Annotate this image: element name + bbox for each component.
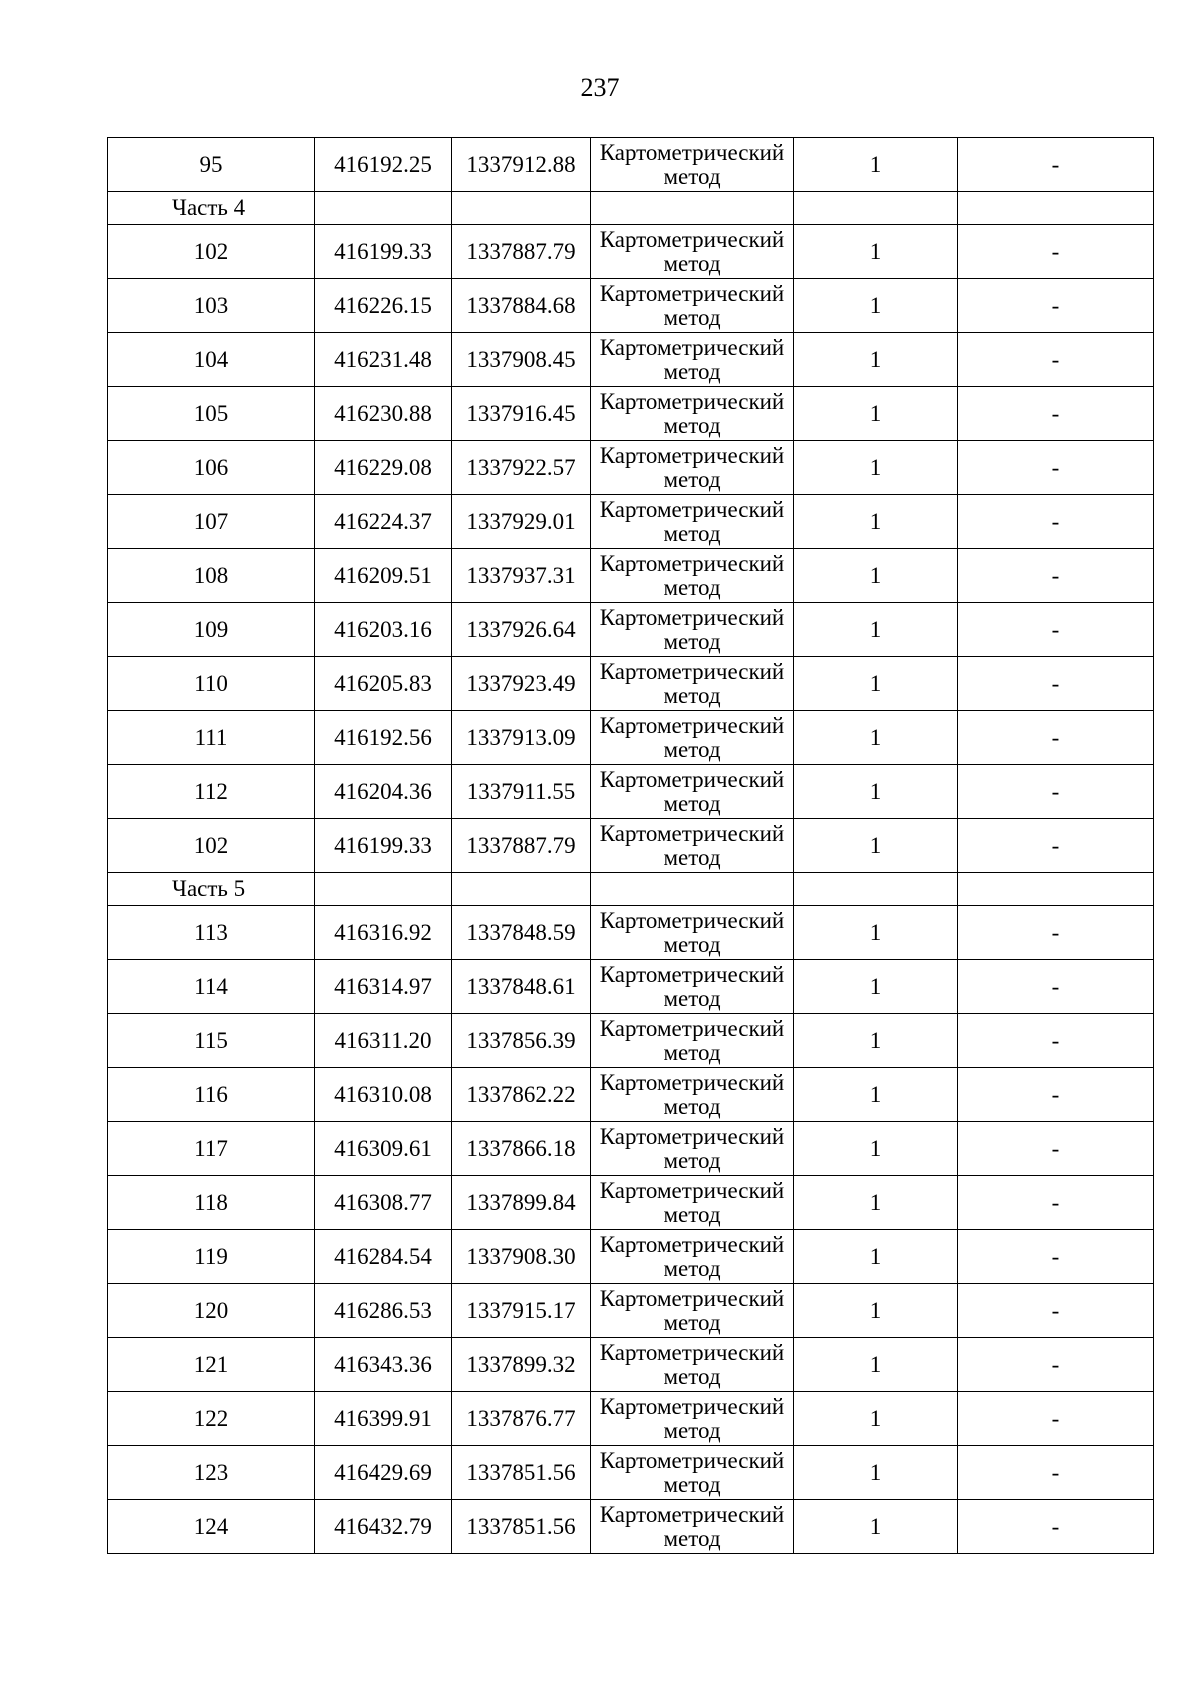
note-cell: - — [958, 1392, 1154, 1446]
table-row — [108, 1446, 1154, 1500]
empty-cell — [452, 873, 591, 906]
method-line-2: метод — [663, 1255, 721, 1281]
method-line-1: Картометрический — [599, 820, 785, 846]
table-row — [108, 387, 1154, 441]
method-cell — [591, 495, 794, 549]
method-cell — [591, 1284, 794, 1338]
point-number-cell: 102 — [108, 225, 315, 279]
method-line-2: метод — [663, 1201, 721, 1227]
note-cell: - — [958, 657, 1154, 711]
accuracy-cell: 1 — [794, 960, 958, 1014]
method-cell — [591, 603, 794, 657]
y-coordinate-cell: 1337913.09 — [452, 711, 591, 765]
point-number-cell: 112 — [108, 765, 315, 819]
method-line-2: метод — [663, 1093, 721, 1119]
note-cell: - — [958, 1230, 1154, 1284]
y-coordinate-cell: 1337911.55 — [452, 765, 591, 819]
method-line-2: метод — [663, 163, 721, 189]
accuracy-cell: 1 — [794, 495, 958, 549]
method-cell — [591, 549, 794, 603]
note-cell: - — [958, 495, 1154, 549]
y-coordinate-cell: 1337851.56 — [452, 1500, 591, 1554]
table-row — [108, 138, 1154, 192]
x-coordinate-cell: 416286.53 — [315, 1284, 452, 1338]
method-line-1: Картометрический — [599, 1501, 785, 1527]
table-row — [108, 711, 1154, 765]
x-coordinate-cell: 416226.15 — [315, 279, 452, 333]
accuracy-cell: 1 — [794, 279, 958, 333]
method-line-1: Картометрический — [599, 1339, 785, 1365]
table-row — [108, 1068, 1154, 1122]
method-line-1: Картометрический — [599, 226, 785, 252]
empty-cell — [958, 873, 1154, 906]
method-line-1: Картометрический — [599, 604, 785, 630]
note-cell: - — [958, 1338, 1154, 1392]
note-cell: - — [958, 765, 1154, 819]
accuracy-cell: 1 — [794, 225, 958, 279]
method-cell — [591, 387, 794, 441]
method-cell — [591, 441, 794, 495]
empty-cell — [315, 192, 452, 225]
method-cell — [591, 1392, 794, 1446]
table-row — [108, 960, 1154, 1014]
method-line-2: метод — [663, 790, 721, 816]
empty-cell — [591, 873, 794, 906]
point-number-cell: 105 — [108, 387, 315, 441]
table-row — [108, 1122, 1154, 1176]
note-cell: - — [958, 960, 1154, 1014]
y-coordinate-cell: 1337916.45 — [452, 387, 591, 441]
note-cell: - — [958, 1284, 1154, 1338]
accuracy-cell: 1 — [794, 1446, 958, 1500]
method-line-2: метод — [663, 985, 721, 1011]
y-coordinate-cell: 1337866.18 — [452, 1122, 591, 1176]
y-coordinate-cell: 1337856.39 — [452, 1014, 591, 1068]
point-number-cell: 111 — [108, 711, 315, 765]
method-line-2: метод — [663, 1363, 721, 1389]
method-line-1: Картометрический — [599, 1285, 785, 1311]
method-cell — [591, 657, 794, 711]
x-coordinate-cell: 416316.92 — [315, 906, 452, 960]
point-number-cell: 113 — [108, 906, 315, 960]
point-number-cell: 116 — [108, 1068, 315, 1122]
empty-cell — [315, 873, 452, 906]
point-number-cell: 121 — [108, 1338, 315, 1392]
table-row — [108, 1230, 1154, 1284]
table-row — [108, 765, 1154, 819]
empty-cell — [958, 192, 1154, 225]
method-line-2: метод — [663, 1039, 721, 1065]
y-coordinate-cell: 1337937.31 — [452, 549, 591, 603]
accuracy-cell: 1 — [794, 1068, 958, 1122]
note-cell: - — [958, 549, 1154, 603]
method-line-2: метод — [663, 466, 721, 492]
section-row — [108, 873, 1154, 906]
y-coordinate-cell: 1337899.84 — [452, 1176, 591, 1230]
note-cell: - — [958, 1122, 1154, 1176]
accuracy-cell: 1 — [794, 1284, 958, 1338]
method-line-2: метод — [663, 1525, 721, 1551]
method-cell — [591, 1230, 794, 1284]
x-coordinate-cell: 416399.91 — [315, 1392, 452, 1446]
x-coordinate-cell: 416310.08 — [315, 1068, 452, 1122]
x-coordinate-cell: 416343.36 — [315, 1338, 452, 1392]
method-line-1: Картометрический — [599, 442, 785, 468]
point-number-cell: 103 — [108, 279, 315, 333]
note-cell: - — [958, 333, 1154, 387]
coordinates-table-body — [108, 138, 1154, 1554]
x-coordinate-cell: 416284.54 — [315, 1230, 452, 1284]
x-coordinate-cell: 416205.83 — [315, 657, 452, 711]
x-coordinate-cell: 416231.48 — [315, 333, 452, 387]
method-line-1: Картометрический — [599, 496, 785, 522]
table-row — [108, 906, 1154, 960]
method-cell — [591, 819, 794, 873]
method-cell — [591, 1176, 794, 1230]
x-coordinate-cell: 416314.97 — [315, 960, 452, 1014]
method-line-1: Картометрический — [599, 550, 785, 576]
accuracy-cell: 1 — [794, 387, 958, 441]
note-cell: - — [958, 1014, 1154, 1068]
point-number-cell: 115 — [108, 1014, 315, 1068]
y-coordinate-cell: 1337922.57 — [452, 441, 591, 495]
y-coordinate-cell: 1337887.79 — [452, 225, 591, 279]
accuracy-cell: 1 — [794, 1014, 958, 1068]
table-row — [108, 1392, 1154, 1446]
note-cell: - — [958, 138, 1154, 192]
x-coordinate-cell: 416192.25 — [315, 138, 452, 192]
accuracy-cell: 1 — [794, 549, 958, 603]
point-number-cell: 110 — [108, 657, 315, 711]
x-coordinate-cell: 416432.79 — [315, 1500, 452, 1554]
method-line-1: Картометрический — [599, 1231, 785, 1257]
method-line-1: Картометрический — [599, 139, 785, 165]
note-cell: - — [958, 711, 1154, 765]
point-number-cell: 120 — [108, 1284, 315, 1338]
method-line-1: Картометрический — [599, 1069, 785, 1095]
method-cell — [591, 906, 794, 960]
accuracy-cell: 1 — [794, 138, 958, 192]
accuracy-cell: 1 — [794, 1122, 958, 1176]
method-line-1: Картометрический — [599, 280, 785, 306]
method-cell — [591, 1338, 794, 1392]
point-number-cell: 118 — [108, 1176, 315, 1230]
y-coordinate-cell: 1337862.22 — [452, 1068, 591, 1122]
point-number-cell: 106 — [108, 441, 315, 495]
method-line-2: метод — [663, 844, 721, 870]
method-cell — [591, 1014, 794, 1068]
accuracy-cell: 1 — [794, 441, 958, 495]
method-line-2: метод — [663, 1471, 721, 1497]
x-coordinate-cell: 416204.36 — [315, 765, 452, 819]
table-row — [108, 1014, 1154, 1068]
table-row — [108, 657, 1154, 711]
empty-cell — [452, 192, 591, 225]
section-label: Часть 5 — [108, 873, 315, 906]
note-cell: - — [958, 906, 1154, 960]
table-row — [108, 441, 1154, 495]
method-line-1: Картометрический — [599, 388, 785, 414]
x-coordinate-cell: 416224.37 — [315, 495, 452, 549]
method-line-1: Картометрический — [599, 1123, 785, 1149]
method-cell — [591, 711, 794, 765]
accuracy-cell: 1 — [794, 711, 958, 765]
point-number-cell: 124 — [108, 1500, 315, 1554]
note-cell: - — [958, 1500, 1154, 1554]
y-coordinate-cell: 1337929.01 — [452, 495, 591, 549]
method-line-2: метод — [663, 358, 721, 384]
x-coordinate-cell: 416311.20 — [315, 1014, 452, 1068]
y-coordinate-cell: 1337908.30 — [452, 1230, 591, 1284]
method-cell — [591, 1500, 794, 1554]
method-line-2: метод — [663, 736, 721, 762]
note-cell: - — [958, 819, 1154, 873]
method-line-1: Картометрический — [599, 658, 785, 684]
method-cell — [591, 225, 794, 279]
point-number-cell: 102 — [108, 819, 315, 873]
accuracy-cell: 1 — [794, 765, 958, 819]
point-number-cell: 123 — [108, 1446, 315, 1500]
method-cell — [591, 279, 794, 333]
note-cell: - — [958, 441, 1154, 495]
x-coordinate-cell: 416199.33 — [315, 819, 452, 873]
note-cell: - — [958, 387, 1154, 441]
table-row — [108, 1284, 1154, 1338]
method-line-1: Картометрический — [599, 907, 785, 933]
table-row — [108, 495, 1154, 549]
x-coordinate-cell: 416429.69 — [315, 1446, 452, 1500]
y-coordinate-cell: 1337923.49 — [452, 657, 591, 711]
accuracy-cell: 1 — [794, 906, 958, 960]
table-row — [108, 1176, 1154, 1230]
accuracy-cell: 1 — [794, 1392, 958, 1446]
method-line-2: метод — [663, 931, 721, 957]
point-number-cell: 122 — [108, 1392, 315, 1446]
method-line-2: метод — [663, 304, 721, 330]
method-cell — [591, 765, 794, 819]
table-row — [108, 549, 1154, 603]
table-row — [108, 279, 1154, 333]
method-cell — [591, 333, 794, 387]
point-number-cell: 95 — [108, 138, 315, 192]
y-coordinate-cell: 1337912.88 — [452, 138, 591, 192]
method-line-1: Картометрический — [599, 766, 785, 792]
y-coordinate-cell: 1337926.64 — [452, 603, 591, 657]
method-line-1: Картометрический — [599, 712, 785, 738]
method-cell — [591, 1068, 794, 1122]
table-row — [108, 819, 1154, 873]
method-line-2: метод — [663, 682, 721, 708]
page-number: 237 — [580, 73, 620, 102]
y-coordinate-cell: 1337884.68 — [452, 279, 591, 333]
method-line-1: Картометрический — [599, 1177, 785, 1203]
accuracy-cell: 1 — [794, 333, 958, 387]
x-coordinate-cell: 416192.56 — [315, 711, 452, 765]
method-line-2: метод — [663, 250, 721, 276]
method-line-2: метод — [663, 574, 721, 600]
point-number-cell: 104 — [108, 333, 315, 387]
method-line-1: Картометрический — [599, 334, 785, 360]
note-cell: - — [958, 1176, 1154, 1230]
method-line-1: Картометрический — [599, 1015, 785, 1041]
method-line-2: метод — [663, 412, 721, 438]
accuracy-cell: 1 — [794, 1176, 958, 1230]
method-line-2: метод — [663, 1147, 721, 1173]
method-cell — [591, 138, 794, 192]
table-row — [108, 603, 1154, 657]
y-coordinate-cell: 1337848.61 — [452, 960, 591, 1014]
point-number-cell: 117 — [108, 1122, 315, 1176]
accuracy-cell: 1 — [794, 819, 958, 873]
method-line-2: метод — [663, 1417, 721, 1443]
section-label: Часть 4 — [108, 192, 315, 225]
point-number-cell: 108 — [108, 549, 315, 603]
x-coordinate-cell: 416309.61 — [315, 1122, 452, 1176]
y-coordinate-cell: 1337915.17 — [452, 1284, 591, 1338]
y-coordinate-cell: 1337899.32 — [452, 1338, 591, 1392]
note-cell: - — [958, 1068, 1154, 1122]
y-coordinate-cell: 1337887.79 — [452, 819, 591, 873]
x-coordinate-cell: 416203.16 — [315, 603, 452, 657]
table-row — [108, 1338, 1154, 1392]
method-cell — [591, 1446, 794, 1500]
table-row — [108, 333, 1154, 387]
note-cell: - — [958, 603, 1154, 657]
x-coordinate-cell: 416230.88 — [315, 387, 452, 441]
y-coordinate-cell: 1337848.59 — [452, 906, 591, 960]
x-coordinate-cell: 416199.33 — [315, 225, 452, 279]
x-coordinate-cell: 416308.77 — [315, 1176, 452, 1230]
method-line-1: Картометрический — [599, 961, 785, 987]
note-cell: - — [958, 279, 1154, 333]
empty-cell — [591, 192, 794, 225]
section-row — [108, 192, 1154, 225]
method-line-2: метод — [663, 520, 721, 546]
y-coordinate-cell: 1337876.77 — [452, 1392, 591, 1446]
table-row — [108, 1500, 1154, 1554]
method-cell — [591, 1122, 794, 1176]
accuracy-cell: 1 — [794, 1338, 958, 1392]
method-line-1: Картометрический — [599, 1393, 785, 1419]
empty-cell — [794, 192, 958, 225]
note-cell: - — [958, 1446, 1154, 1500]
x-coordinate-cell: 416209.51 — [315, 549, 452, 603]
y-coordinate-cell: 1337908.45 — [452, 333, 591, 387]
accuracy-cell: 1 — [794, 657, 958, 711]
method-cell — [591, 960, 794, 1014]
x-coordinate-cell: 416229.08 — [315, 441, 452, 495]
point-number-cell: 114 — [108, 960, 315, 1014]
point-number-cell: 107 — [108, 495, 315, 549]
method-line-2: метод — [663, 1309, 721, 1335]
method-line-2: метод — [663, 628, 721, 654]
accuracy-cell: 1 — [794, 1230, 958, 1284]
coordinates-table — [107, 137, 1154, 1554]
accuracy-cell: 1 — [794, 603, 958, 657]
empty-cell — [794, 873, 958, 906]
point-number-cell: 119 — [108, 1230, 315, 1284]
table-row — [108, 225, 1154, 279]
point-number-cell: 109 — [108, 603, 315, 657]
accuracy-cell: 1 — [794, 1500, 958, 1554]
method-line-1: Картометрический — [599, 1447, 785, 1473]
note-cell: - — [958, 225, 1154, 279]
y-coordinate-cell: 1337851.56 — [452, 1446, 591, 1500]
